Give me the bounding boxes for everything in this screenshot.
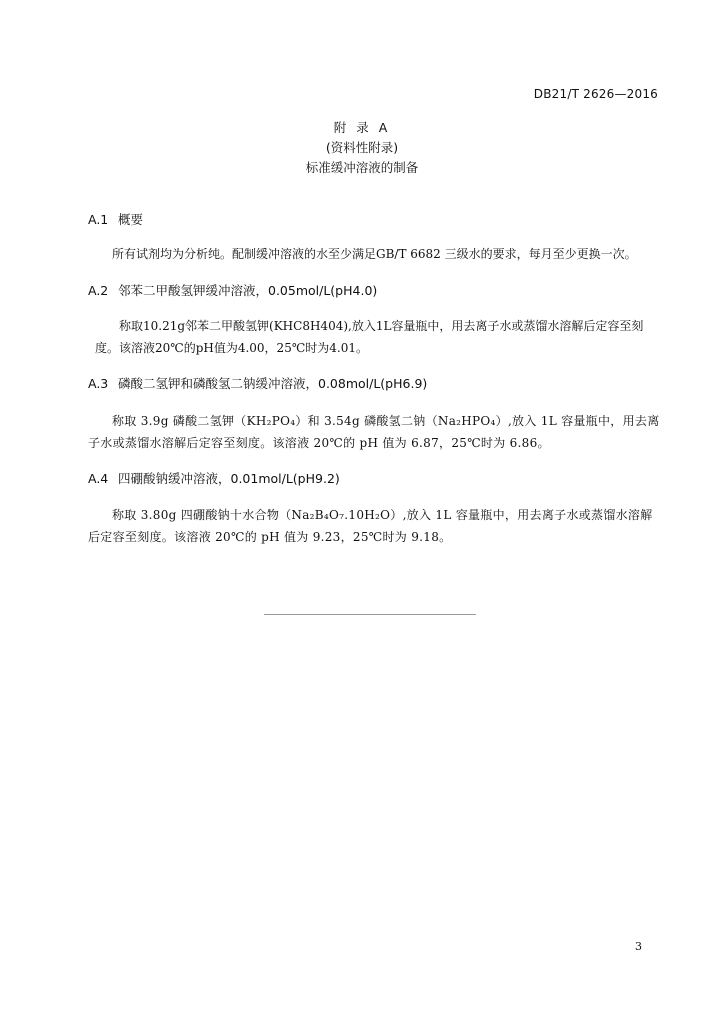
section-heading-a3 bbox=[88, 374, 427, 392]
end-divider bbox=[264, 614, 476, 615]
section-heading-a4 bbox=[88, 469, 340, 487]
appendix-label: 附 录 A bbox=[333, 120, 391, 135]
document-code: DB21/T 2626—2016 bbox=[533, 87, 658, 101]
section-number: A.1 bbox=[88, 212, 109, 227]
section-number: A.4 bbox=[88, 471, 109, 486]
section-title: 四硼酸钠缓冲溶液，0.01mol/L(pH9.2) bbox=[118, 471, 340, 486]
appendix-name: 标准缓冲溶液的制备 bbox=[305, 160, 419, 175]
section-heading-a1 bbox=[88, 210, 143, 228]
section-paragraph-a1: 所有试剂均为分析纯。配制缓冲溶液的水至少满足GB/T 6682 三级水的要求，每月至少更换一次。 bbox=[112, 247, 637, 261]
section-paragraph-a2: 称取10.21g邻苯二甲酸氢钾(KHC8H404),放入1L容量瓶中，用去离子水或蒸馏水溶解后定容至刻度。该溶液20℃的pH值为4.00，25℃时为4.01。 bbox=[95, 319, 644, 355]
section-paragraph-a3: 称取 3.9g 磷酸二氢钾（KH₂PO₄）和 3.54g 磷酸氢二钠（Na₂HPO₄）,放入 1L 容量瓶中，用去离子水或蒸馏水溶解后定容至刻度。该溶液 20℃的 pH 值为 6.87，25℃时为 6.86。 bbox=[88, 414, 660, 450]
section-title: 概要 bbox=[118, 212, 144, 227]
section-number: A.3 bbox=[88, 376, 109, 391]
appendix-type: (资料性附录) bbox=[325, 140, 399, 155]
section-paragraph-a4: 称取 3.80g 四硼酸钠十水合物（Na₂B₄O₇.10H₂O）,放入 1L 容量瓶中，用去离子水或蒸馏水溶解后定容至刻度。该溶液 20℃的 pH 值为 9.23，25℃时为 9.18。 bbox=[88, 508, 653, 544]
section-title: 磷酸二氢钾和磷酸氢二钠缓冲溶液，0.08mol/L(pH6.9) bbox=[118, 376, 428, 391]
page-number: 3 bbox=[635, 940, 642, 953]
section-number: A.2 bbox=[88, 283, 109, 298]
section-title: 邻苯二甲酸氢钾缓冲溶液，0.05mol/L(pH4.0) bbox=[118, 283, 378, 298]
appendix-title-block bbox=[0, 118, 724, 178]
section-heading-a2 bbox=[88, 281, 377, 299]
